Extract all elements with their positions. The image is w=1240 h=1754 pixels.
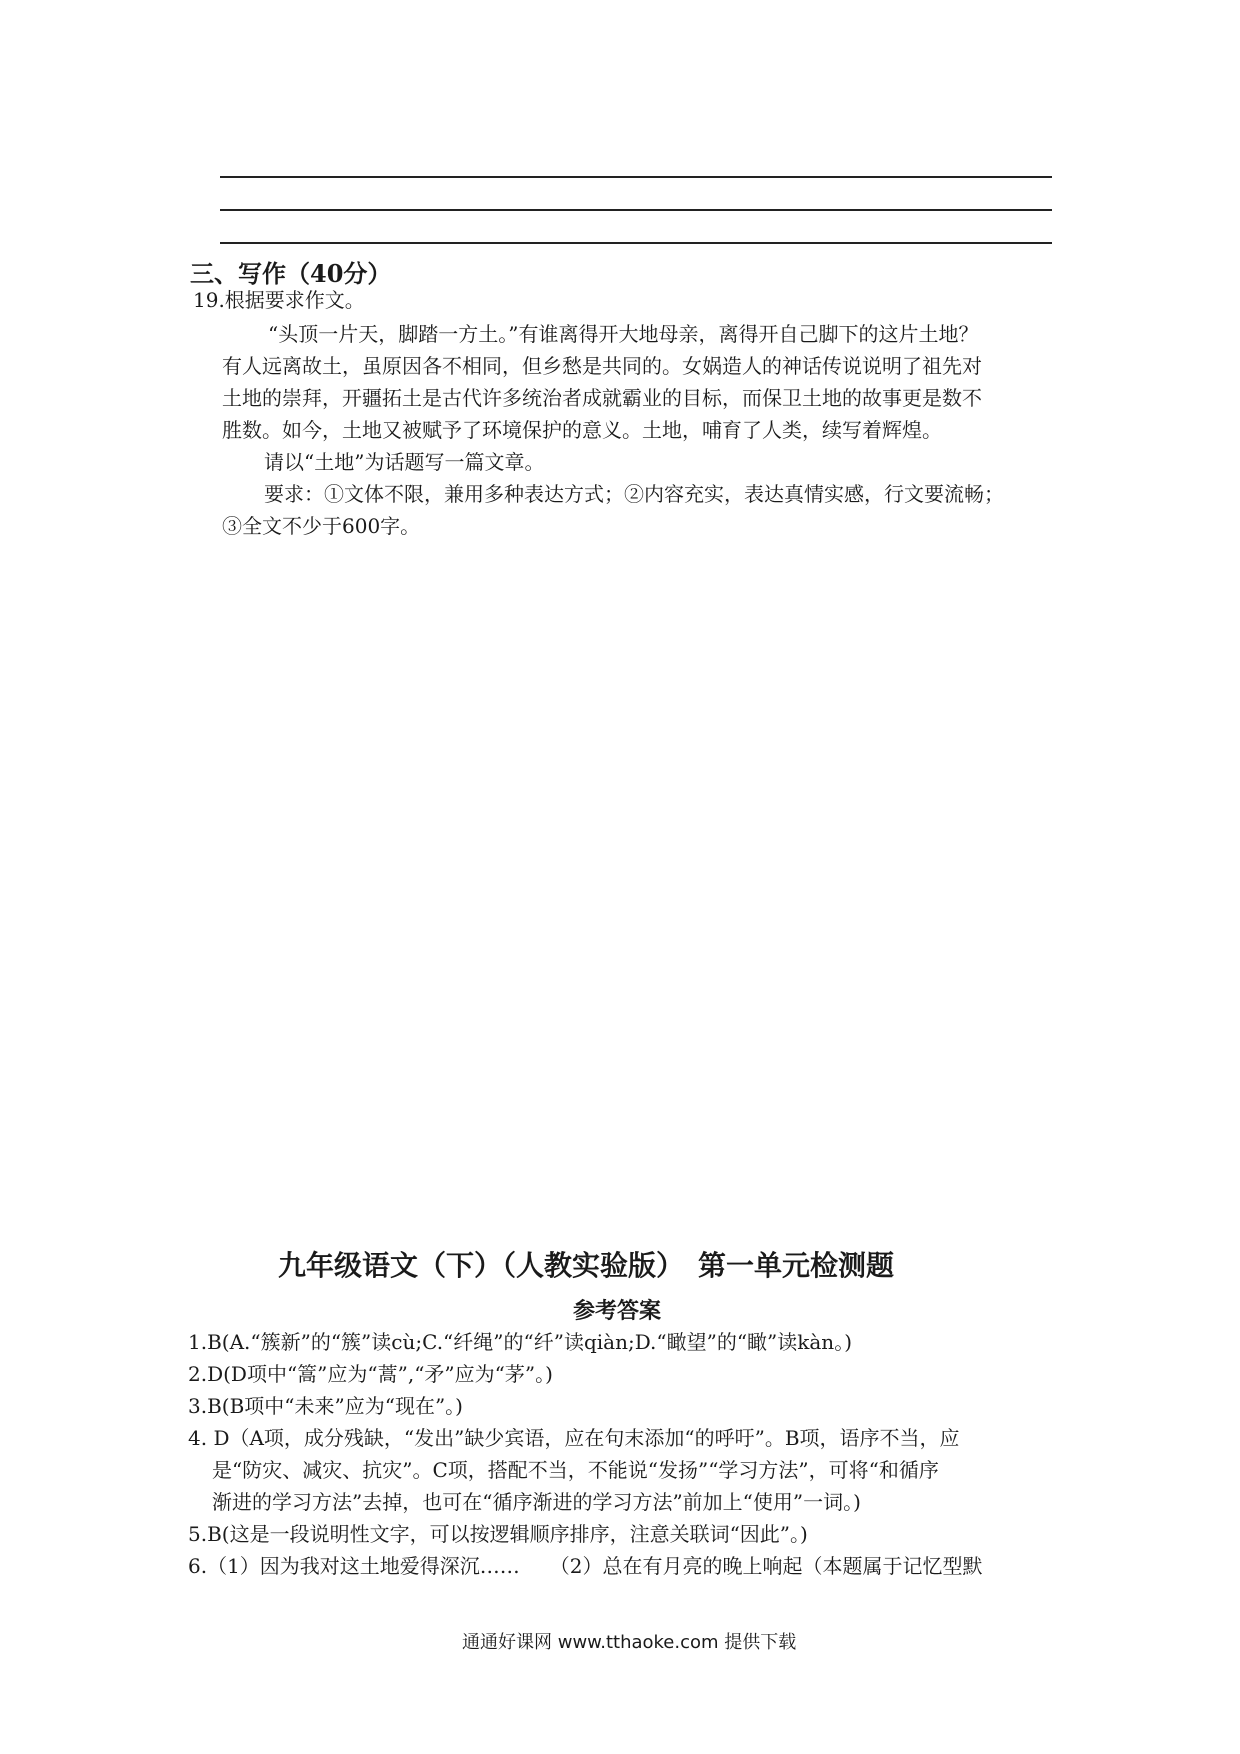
answer-line: 6.（1）因为我对这土地爱得深沉…… （2）总在有月亮的晚上响起（本题属于记忆型默 (188, 1554, 983, 1578)
answer-key-subtitle: 参考答案 (573, 1298, 662, 1324)
prompt-line: “头顶一片天，脚踏一方土。”有谁离得开大地母亲，离得开自己脚下的这片土地？ (268, 322, 979, 346)
requirements-line: 要求：①文体不限，兼用多种表达方式；②内容充实，表达真情实感，行文要流畅； (264, 482, 1004, 506)
answer-line: 是“防灾、减灾、抗灾”。C项，搭配不当，不能说“发扬”“学习方法”，可将“和循序 (212, 1458, 939, 1482)
answer-line-1 (220, 176, 1052, 178)
prompt-line: 有人远离故土，虽原因各不相同，但乡愁是共同的。女娲造人的神话传说说明了祖先对 (222, 354, 982, 378)
topic-line: 请以“土地”为话题写一篇文章。 (264, 450, 545, 474)
answer-key-title: 九年级语文（下）（人教实验版） 第一单元检测题 (278, 1249, 895, 1282)
answer-line: 1.B(A.“簇新”的“簇”读cù;C.“纤绳”的“纤”读qiàn;D.“瞰望”的“瞰”读kàn。) (188, 1330, 852, 1354)
footer-text: 通通好课网 www.tthaoke.com 提供下载 (462, 1632, 797, 1653)
answer-line: 4. D（A项，成分残缺，“发出”缺少宾语，应在句末添加“的呼吁”。B项，语序不当，应 (188, 1426, 960, 1450)
answer-line-2 (220, 209, 1052, 211)
section-title-writing: 三、写作（40分） (190, 259, 392, 288)
answer-line: 渐进的学习方法”去掉，也可在“循序渐进的学习方法”前加上“使用”一词。) (212, 1490, 861, 1514)
question-19: 19.根据要求作文。 (193, 288, 365, 312)
prompt-line: 胜数。如今，土地又被赋予了环境保护的意义。土地，哺育了人类，续写着辉煌。 (222, 418, 942, 442)
answer-line: 5.B(这是一段说明性文字，可以按逻辑顺序排序，注意关联词“因此”。) (188, 1522, 808, 1546)
prompt-line: 土地的崇拜，开疆拓土是古代许多统治者成就霸业的目标，而保卫土地的故事更是数不 (222, 386, 982, 410)
requirements-line: ③全文不少于600字。 (222, 514, 421, 538)
answer-line: 3.B(B项中“未来”应为“现在”。) (188, 1394, 463, 1418)
answer-line-3 (220, 242, 1052, 244)
answer-line: 2.D(D项中“篙”应为“蒿”,“矛”应为“茅”。) (188, 1362, 553, 1386)
